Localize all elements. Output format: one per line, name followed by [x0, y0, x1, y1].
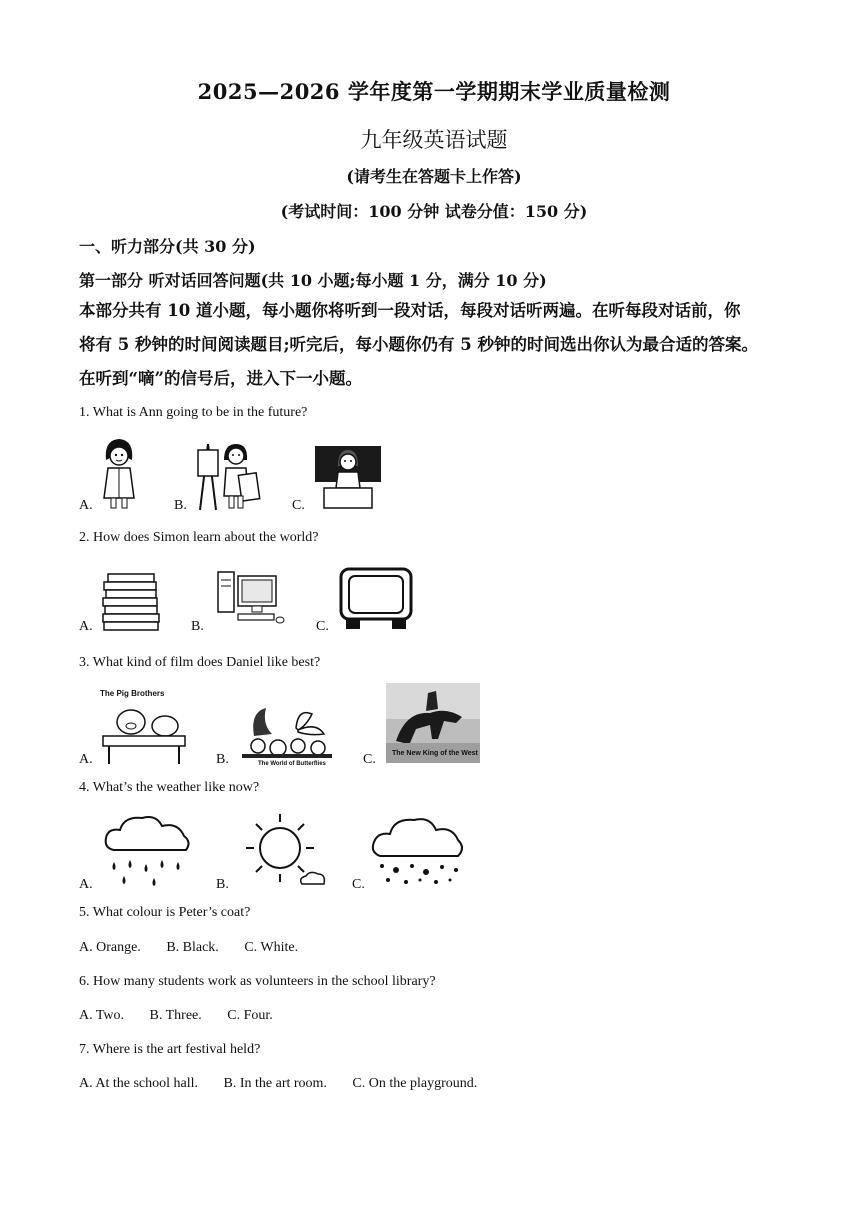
rainy-icon [100, 812, 194, 890]
answer-choices [79, 1008, 295, 1024]
question-4: 4. What’s the weather like now? [79, 780, 260, 795]
section-heading: 一、听力部分(共 30 分) [79, 237, 256, 256]
exam-subtitle: 九年级英语试题 [360, 128, 508, 152]
option-label[interactable]: C. [363, 752, 376, 767]
choice-a[interactable]: A. Two. [79, 1008, 125, 1023]
tv-icon [338, 566, 414, 632]
choice-b[interactable]: B. Three. [149, 1008, 202, 1023]
option-label[interactable]: A. [79, 752, 93, 767]
exam-note: (请考生在答题卡上作答) [346, 167, 522, 186]
part1-heading: 第一部分 听对话回答问题(共 10 小题;每小题 1 分，满分 10 分) [79, 271, 547, 290]
books-icon [100, 572, 162, 632]
exam-info: (考试时间：100 分钟 试卷分值：150 分) [280, 202, 588, 221]
computer-icon [214, 566, 286, 628]
film-caption: The Pig Brothers [100, 689, 165, 698]
choice-c[interactable]: C. Four. [227, 1008, 273, 1023]
choice-b[interactable]: B. Black. [166, 940, 219, 955]
sunny-icon [236, 808, 328, 890]
painter-girl-icon [194, 440, 264, 512]
question-7: 7. Where is the art festival held? [79, 1042, 261, 1057]
option-label[interactable]: B. [191, 619, 204, 634]
question-3: 3. What kind of film does Daniel like best? [79, 655, 321, 670]
option-label[interactable]: B. [216, 877, 229, 892]
choice-c[interactable]: C. On the playground. [352, 1076, 478, 1091]
instruction-line: 本部分共有 10 道小题，每小题你将听到一段对话，每段对话听两遍。在听每段对话前，你 [79, 301, 741, 320]
option-label[interactable]: C. [316, 619, 329, 634]
teacher-girl-icon [314, 444, 382, 510]
doctor-girl-icon [98, 436, 140, 512]
answer-choices [79, 1076, 499, 1092]
option-label[interactable]: B. [216, 752, 229, 767]
choice-c[interactable]: C. White. [244, 940, 299, 955]
instruction-line: 将有 5 秒钟的时间阅读题目;听完后，每小题你仍有 5 秒钟的时间选出你认为最合适的答案。 [79, 335, 759, 354]
question-1: 1. What is Ann going to be in the future? [79, 405, 308, 420]
choice-a[interactable]: A. Orange. [79, 940, 141, 955]
insect-film-icon [236, 698, 338, 766]
snowy-icon [368, 812, 466, 888]
answer-choices [79, 940, 320, 956]
question-6: 6. How many students work as volunteers in the school library? [79, 974, 436, 989]
option-label[interactable]: C. [352, 877, 365, 892]
instructions [79, 294, 779, 396]
question-5: 5. What colour is Peter’s coat? [79, 905, 251, 920]
option-label[interactable]: B. [174, 498, 187, 513]
exam-title: 2025—2026 学年度第一学期期末学业质量检测 [197, 79, 671, 104]
film-caption: The World of Butterflies [258, 761, 326, 766]
film-caption: The New King of the West [392, 750, 478, 757]
option-label[interactable]: A. [79, 619, 93, 634]
western-film-icon [386, 683, 480, 763]
choice-a[interactable]: A. At the school hall. [79, 1076, 198, 1091]
option-label[interactable]: C. [292, 498, 305, 513]
instruction-line: 在听到“嘀”的信号后，进入下一小题。 [79, 369, 362, 388]
choice-b[interactable]: B. In the art room. [223, 1076, 327, 1091]
question-2: 2. How does Simon learn about the world? [79, 530, 319, 545]
option-label[interactable]: A. [79, 498, 93, 513]
option-label[interactable]: A. [79, 877, 93, 892]
pig-film-icon [97, 684, 189, 768]
